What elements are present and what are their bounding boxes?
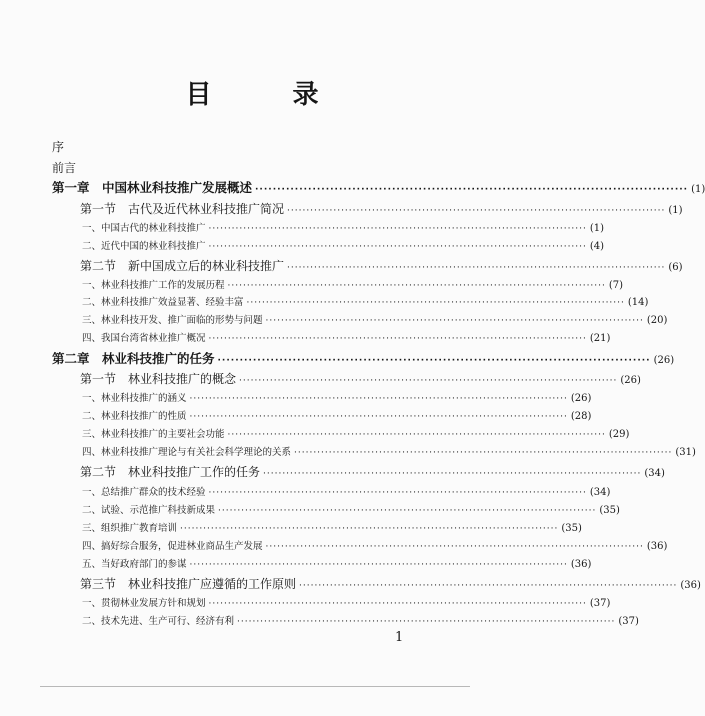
toc-item[interactable] <box>82 222 605 236</box>
toc-page-ref: (6) <box>668 262 683 273</box>
toc-leader: ·································································································· <box>239 376 618 386</box>
toc-item[interactable] <box>82 615 639 629</box>
toc-leader: ·································································································· <box>189 394 568 404</box>
toc-entry-title: 第一章 中国林业科技推广发展概述 <box>52 180 253 195</box>
toc-page-ref: (34) <box>644 468 665 479</box>
toc-section[interactable] <box>80 465 665 481</box>
toc-entry-title: 五、当好政府部门的参谋 <box>82 559 187 570</box>
toc-leader: ·································································································· <box>255 185 689 195</box>
toc-leader: ·································································································· <box>227 281 606 291</box>
toc-leader: ·································································································· <box>265 316 644 326</box>
toc-entry-title: 一、中国古代的林业科技推广 <box>82 223 206 234</box>
toc-page-ref: (26) <box>653 355 675 366</box>
toc-section[interactable] <box>80 577 701 593</box>
toc-section[interactable] <box>80 259 683 275</box>
toc-leader: ·································································································· <box>246 298 625 308</box>
toc-item[interactable] <box>82 428 630 442</box>
toc-leader: ·································································································· <box>208 334 587 344</box>
toc-page-ref: (20) <box>646 315 668 326</box>
toc-entry-title: 第二节 林业科技推广工作的任务 <box>80 465 261 479</box>
toc-leader: ·································································································· <box>263 469 642 479</box>
toc-page-ref: (37) <box>589 598 611 609</box>
toc-entry-title: 三、组织推广教育培训 <box>82 523 178 534</box>
toc-leader: ·································································································· <box>299 581 678 591</box>
toc-entry-title: 一、林业科技推广工作的发展历程 <box>82 280 225 291</box>
toc-leader: ·································································································· <box>237 617 616 627</box>
toc-entry-title: 三、林业科技推广的主要社会功能 <box>82 429 225 440</box>
toc-page-ref: (29) <box>608 429 630 440</box>
toc-leader: ·································································································· <box>218 506 597 516</box>
toc-entry-title: 二、近代中国的林业科技推广 <box>82 241 206 252</box>
toc-entry-title: 第二节 新中国成立后的林业科技推广 <box>80 259 285 273</box>
toc-leader: ·································································································· <box>287 206 666 216</box>
toc-page-ref: (26) <box>620 375 641 386</box>
toc-page-ref: (7) <box>608 280 624 291</box>
toc-entry-title: 四、搞好综合服务，促进林业商品生产发展 <box>82 541 263 552</box>
toc-section[interactable] <box>80 372 641 388</box>
bottom-rule <box>40 686 470 687</box>
toc-item[interactable] <box>82 486 611 500</box>
toc-item[interactable] <box>82 597 611 611</box>
toc-page-ref: (14) <box>627 297 649 308</box>
toc-leader: ·································································································· <box>287 263 666 273</box>
toc-item[interactable] <box>82 522 582 536</box>
toc-entry-title: 第一节 林业科技推广的概念 <box>80 372 237 386</box>
toc-page-ref: (21) <box>589 333 611 344</box>
page-number: 1 <box>395 630 404 645</box>
toc-leader: ·································································································· <box>208 242 587 252</box>
toc-entry-title: 第二章 林业科技推广的任务 <box>52 351 215 366</box>
toc-leader: ·································································································· <box>189 560 568 570</box>
toc-entry-title: 四、我国台湾省林业推广概况 <box>82 333 206 344</box>
toc-page-ref: (1) <box>691 184 705 195</box>
toc-preface: 序 <box>52 140 65 154</box>
toc-item[interactable] <box>82 392 592 406</box>
toc-leader: ·································································································· <box>217 356 651 366</box>
toc-leader: ·································································································· <box>208 599 587 609</box>
toc-item[interactable] <box>82 504 620 518</box>
toc-leader: ·································································································· <box>227 430 606 440</box>
toc-foreword: 前言 <box>52 161 77 175</box>
toc-entry-title: 一、总结推广群众的技术经验 <box>82 487 206 498</box>
toc-page-ref: (36) <box>570 559 592 570</box>
toc-page-ref: (36) <box>680 580 701 591</box>
toc-entry-title: 二、试验、示范推广科技新成果 <box>82 505 216 516</box>
toc-item[interactable] <box>82 540 668 554</box>
toc-entry-title: 第三节 林业科技推广应遵循的工作原则 <box>80 577 297 591</box>
toc-page-ref: (34) <box>589 487 611 498</box>
toc-item[interactable] <box>82 279 624 293</box>
toc-item[interactable] <box>82 314 668 328</box>
toc-page-ref: (26) <box>570 393 592 404</box>
toc-item[interactable] <box>82 332 611 346</box>
toc-page-ref: (28) <box>570 411 592 422</box>
toc-chapter[interactable] <box>52 351 675 368</box>
toc-page-ref: (31) <box>675 447 696 458</box>
toc-page-ref: (1) <box>668 205 683 216</box>
toc-entry-title: 二、技术先进、生产可行、经济有利 <box>82 616 235 627</box>
toc-item[interactable] <box>82 558 592 572</box>
toc-page-ref: (35) <box>561 523 582 534</box>
toc-item[interactable] <box>82 240 605 254</box>
toc-leader: ·································································································· <box>294 448 673 458</box>
toc-entry-title: 二、林业科技推广的性质 <box>82 411 187 422</box>
toc-entry-title: 一、贯彻林业发展方针和规划 <box>82 598 206 609</box>
toc-entry-title: 四、林业科技推广理论与有关社会科学理论的关系 <box>82 447 292 458</box>
toc-leader: ·································································································· <box>208 224 587 234</box>
toc-item[interactable] <box>82 446 696 460</box>
toc-entry-title: 三、林业科技开发、推广面临的形势与问题 <box>82 315 263 326</box>
toc-entry-title: 第一节 古代及近代林业科技推广简况 <box>80 202 285 216</box>
toc-leader: ·································································································· <box>208 488 587 498</box>
toc-section[interactable] <box>80 202 683 218</box>
toc-page-ref: (37) <box>618 616 639 627</box>
toc-page-ref: (35) <box>599 505 620 516</box>
toc-page-ref: (1) <box>589 223 605 234</box>
page-title: 目 录 <box>185 80 355 110</box>
toc-page-ref: (4) <box>589 241 605 252</box>
toc-entry-title: 二、林业科技推广效益显著、经验丰富 <box>82 297 244 308</box>
toc-item[interactable] <box>82 410 592 424</box>
toc-leader: ·································································································· <box>180 524 559 534</box>
toc-leader: ·································································································· <box>265 542 644 552</box>
toc-entry-title: 一、林业科技推广的涵义 <box>82 393 187 404</box>
toc-item[interactable] <box>82 296 649 310</box>
toc-chapter[interactable] <box>52 180 705 197</box>
toc-page-ref: (36) <box>646 541 668 552</box>
toc-leader: ·································································································· <box>189 412 568 422</box>
